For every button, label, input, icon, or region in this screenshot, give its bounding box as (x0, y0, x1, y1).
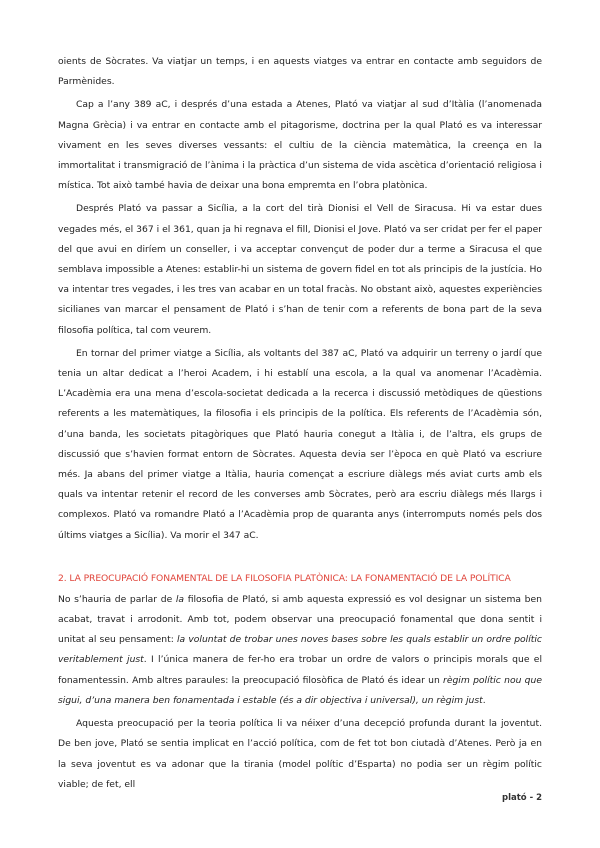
emphasis-la: la (175, 593, 185, 605)
section-paragraph-2: Aquesta preocupació per la teoria política li va néixer d’una decepció profunda durant la joventut. De ben jove, Plató se sentia implicat en l’acció política, com de fet tot bon ciutadà d’Atenes. Però ja en la seva joventut es va adonar que la tirania (model polític d’Esparta) no podia ser un règim polític viable; de fet, ell (58, 718, 542, 790)
section-heading: 2. LA PREOCUPACIÓ FONAMENTAL DE LA FILOSOFIA PLATÒNICA: LA FONAMENTACIÓ DE LA POLÍTICA (58, 572, 511, 584)
page-content (58, 52, 542, 798)
page-footer: plató - 2 (502, 793, 542, 803)
text-run: . I l’única manera de fer-ho era trobar un ordre de valors o principis morals que el fonamentessin. Amb altres paraules: la preocupació filosòfica de Plató és idear un (58, 654, 543, 686)
paragraph-2: Cap a l’any 389 aC, i després d’una estada a Atenes, Plató va viatjar al sud d’Itàlia (l’anomenada Magna Grècia) i va entrar en contacte amb el pitagorisme, doctrina per la qual Plató es va interessar vivament en les seves diverses vessants: el cultiu de la ciència matemàtica, la creença en la immortalitat i transmigració de l’ànima i la pràctica d’un sistema de vida ascètica d’orientació religiosa i mística. Tot això també havia de deixar una bona empremta en l’obra platònica. (58, 99, 542, 192)
paragraph-3: Després Plató va passar a Sicília, a la cort del tirà Dionisi el Vell de Siracusa. Hi va estar dues vegades més, el 367 i el 361, quan ja hi regnava el fill, Dionisi el Jove. Plató va ser cridat per fer el paper del que avui en diríem un conseller, i va acceptar convençut de poder dur a terme a Siracusa el que semblava impossible a Atenes: establir-hi un sistema de govern fidel en tot als principis de la justícia. Ho va intentar tres vegades, i les tres van acabar en un total fracàs. No obstant això, aquestes experiències sicilianes van marcar el pensament de Plató i s’han de tenir com a referents de bona part de la seva filosofia política, tal com veurem. (58, 203, 542, 336)
text-run: . (482, 694, 486, 706)
paragraph-4: En tornar del primer viatge a Sicília, als voltants del 387 aC, Plató va adquirir un terreny o jardí que tenia un altar dedicat a l’heroi Academ, i hi establí una escola, a la qual va anomenar l’Acadèmia. L’Acadèmia era una mena d’escola-societat dedicada a la recerca i discussió metòdiques de qüestions referents a les matemàtiques, la filosofia i els principis de la política. Els referents de l’Acadèmia són, d’una banda, les societats pitagòriques que Plató hauria conegut a Itàlia i, de l’altra, els grups de discussió que s’havien format entorn de Sòcrates. Aquesta devia ser l’època en què Plató va escriure més. Ja abans del primer viatge a Itàlia, hauria començat a escriure diàlegs més aviat curts amb els quals va intentar retenir el record de les converses amb Sòcrates, però ara escriu diàlegs més llargs i complexos. Plató va romandre Plató a l’Acadèmia prop de quaranta anys (interromputs només pels dos últims viatges a Sicília). Va morir el 347 aC. (58, 347, 542, 541)
text-run: filosofia de Plató, si amb aquesta expressió es vol designar un sistema ben acabat, travat i arrodonit. Amb tot, podem observar una preocupació fonamental que dona sentit i unitat al seu pensament: (58, 593, 542, 646)
text-run: No s’hauria de parlar de (58, 593, 176, 605)
emphasis-thesis: la voluntat de trobar unes noves bases sobre les quals establir un ordre polític veritablement just (58, 634, 542, 666)
section-paragraph-1 (58, 590, 542, 711)
paragraph-1: oients de Sòcrates. Va viatjar un temps, i en aquests viatges va entrar en contacte amb seguidors de Parmènides. (58, 56, 542, 88)
emphasis-regime: règim polític nou que sigui, d’una manera ben fonamentada i estable (és a dir objectiva i universal), un règim just (58, 674, 542, 706)
